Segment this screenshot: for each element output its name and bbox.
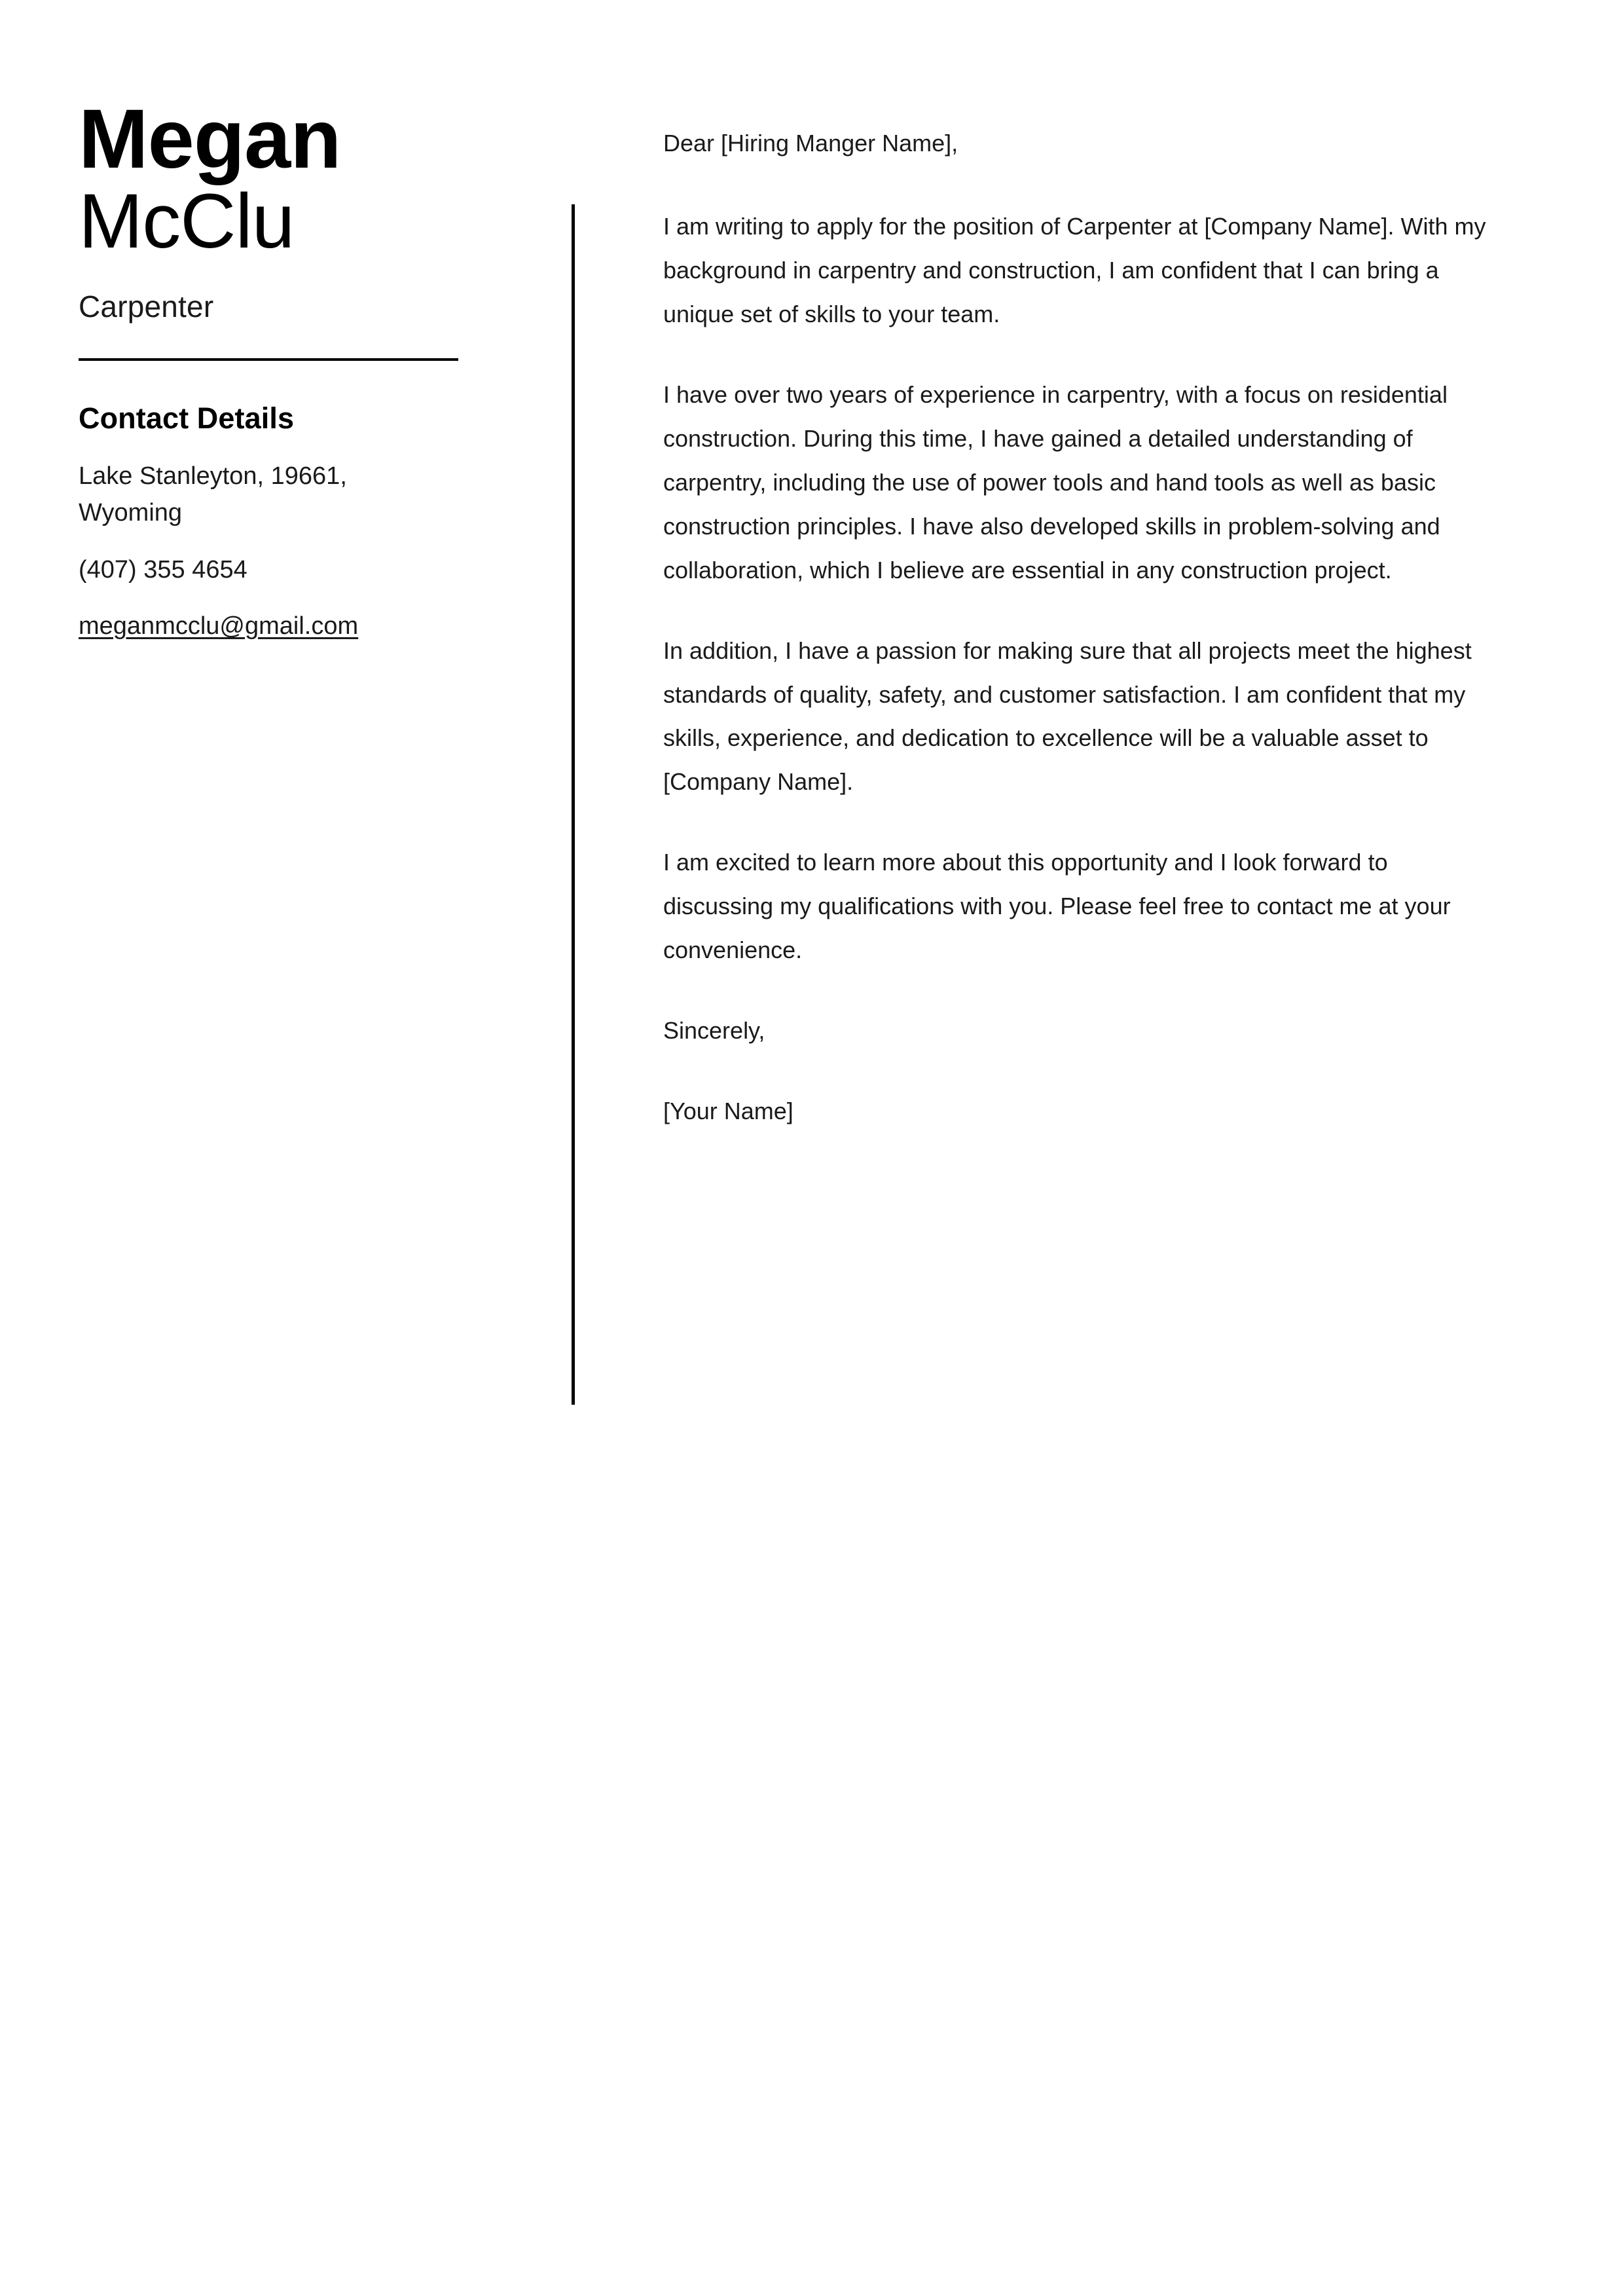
applicant-first-name: Megan xyxy=(79,92,341,186)
letter-paragraph-2: I have over two years of experience in carpentry, with a focus on residential construction. During this time, I have gained a detailed understanding of carpentry, including the use of power tools and hand tools as well as basic construction principles. I have also developed skills in problem-solving and collaboration, which I believe are essential in any construction project. xyxy=(663,380,1454,583)
contact-details-heading: Contact Details xyxy=(79,401,295,435)
letter-paragraph-4: I am excited to learn more about this opportunity and I look forward to discussing my qualifications with you. Please feel free to contact me at your convenience. xyxy=(663,849,1457,964)
contact-email-link[interactable]: meganmcclu@gmail.com xyxy=(79,612,359,640)
contact-phone: (407) 355 4654 xyxy=(79,555,247,583)
letter-salutation: Dear [Hiring Manger Name], xyxy=(663,130,958,157)
sidebar xyxy=(79,92,498,664)
letter-paragraph-3: In addition, I have a passion for making sure that all projects meet the highest standards of quality, safety, and customer satisfaction. I am confident that my skills, experience, and dedication to excellence will be a valuable asset to [Company Name]. xyxy=(663,637,1478,796)
applicant-last-name: McClu xyxy=(79,178,295,265)
letter-paragraph-1: I am writing to apply for the position of Carpenter at [Company Name]. With my background in carpentry and construction, I am confident that I can bring a unique set of skills to your team. xyxy=(663,212,1493,327)
letter-body xyxy=(663,122,1493,1134)
sidebar-divider-rule xyxy=(79,358,458,361)
applicant-name xyxy=(79,92,498,265)
vertical-divider xyxy=(572,204,575,1405)
letter-signature: [Your Name] xyxy=(663,1098,793,1125)
job-title: Carpenter xyxy=(79,289,214,324)
contact-address: Lake Stanleyton, 19661, Wyoming xyxy=(79,462,347,527)
contact-details-list xyxy=(79,458,498,664)
letter-closing: Sincerely, xyxy=(663,1017,765,1045)
